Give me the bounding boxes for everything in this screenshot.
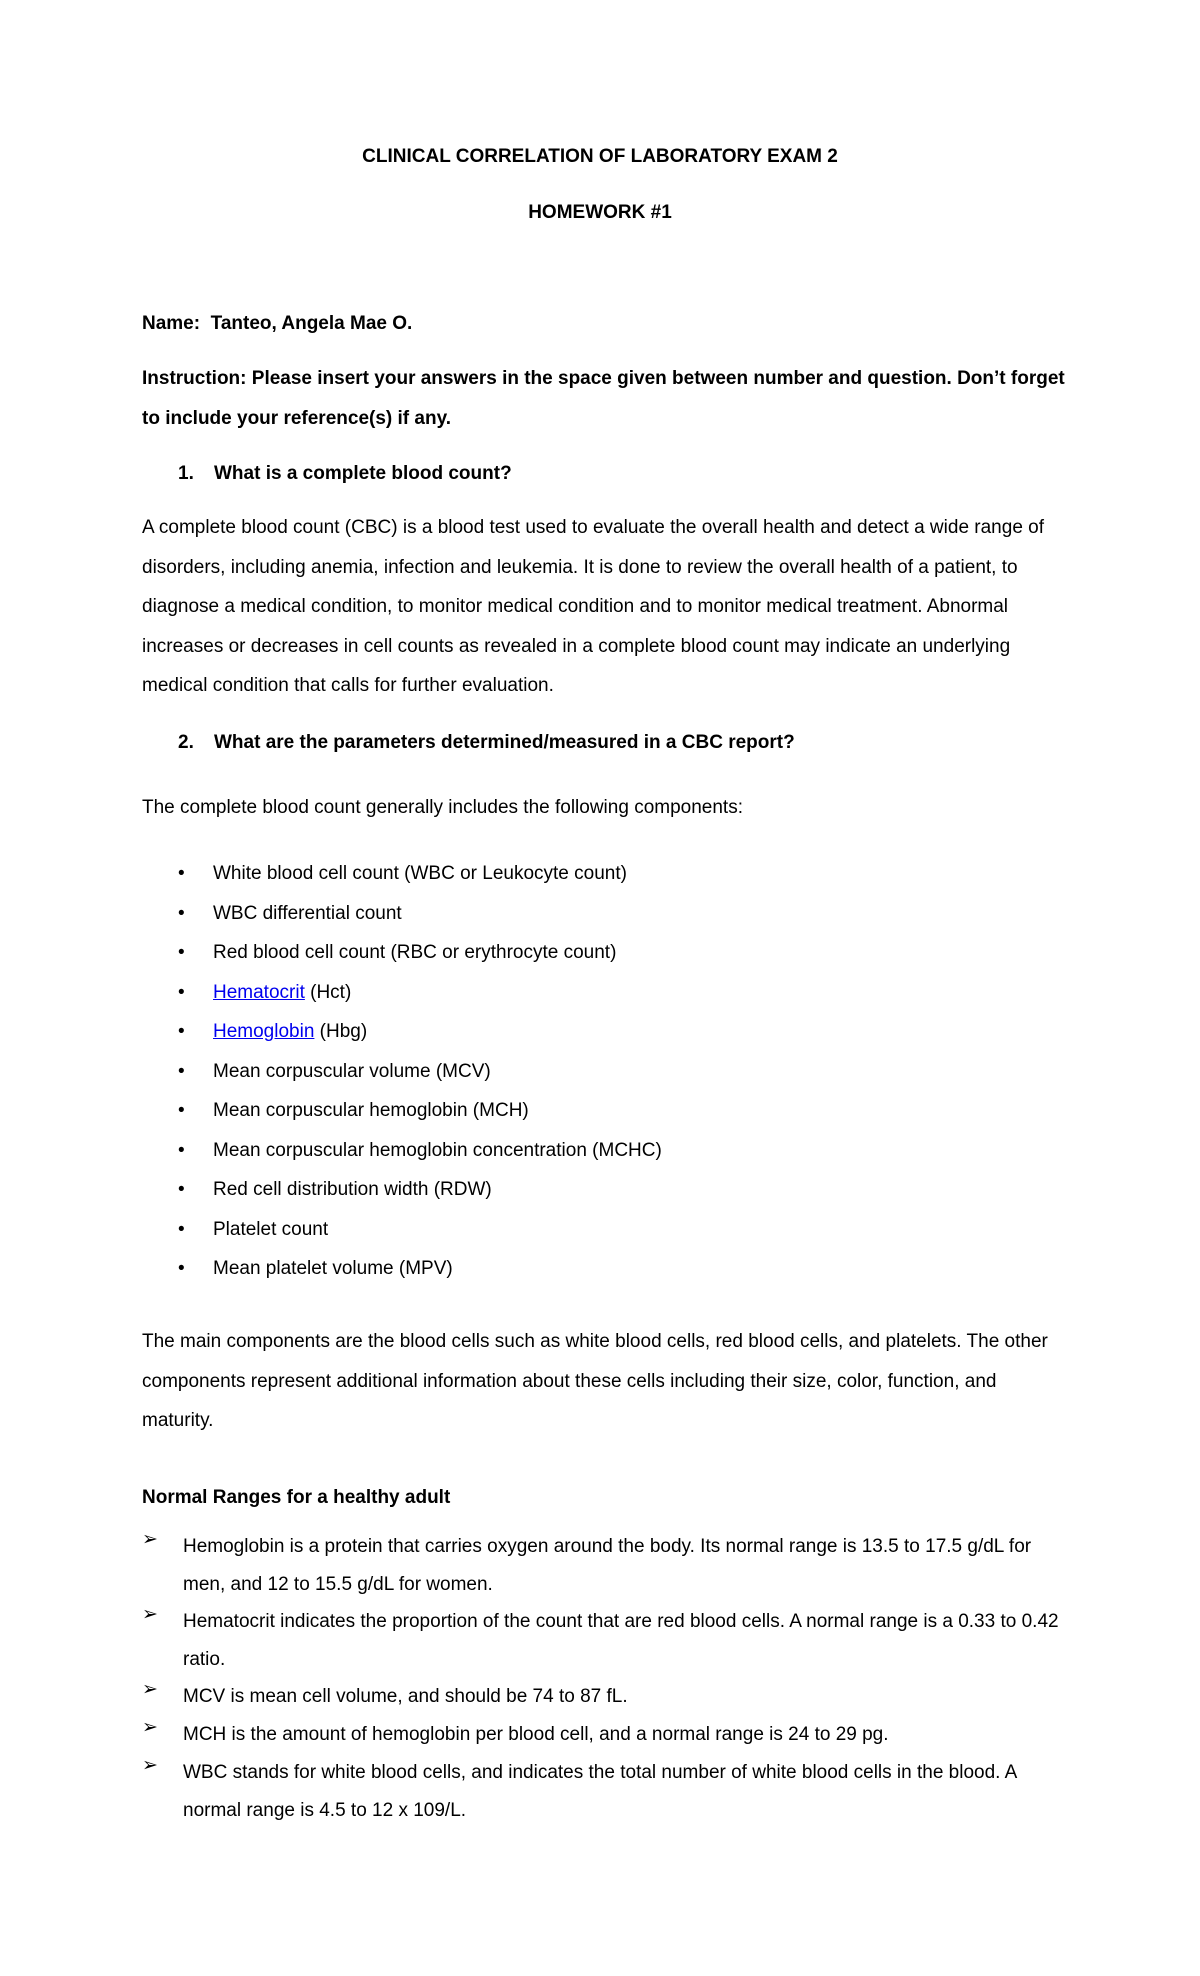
range-item-text: WBC stands for white blood cells, and indicates the total number of white blood cells in the blood. A normal range is 4.5 to 12 x 109/L. (183, 1762, 1017, 1821)
question-2 (142, 732, 1062, 754)
component-item-text: Platelet count (213, 1218, 329, 1240)
question-1-number: 1. (178, 463, 194, 484)
component-item-text (213, 982, 351, 1004)
name-label: Name: (142, 313, 201, 334)
bullet-icon: • (178, 902, 185, 924)
components-summary: The main components are the blood cells such as white blood cells, red blood cells, and platelets. The other components represent additional information about these cells including their size, color, function, and maturity. (142, 1331, 1048, 1431)
arrow-bullet-icon: ➢ (142, 1604, 158, 1625)
component-item-text: Red cell distribution width (RDW) (213, 1179, 492, 1200)
component-item-text (213, 1021, 367, 1043)
document-title: CLINICAL CORRELATION OF LABORATORY EXAM 2 (362, 146, 838, 167)
student-name-line (142, 313, 1062, 335)
component-item-text: Mean corpuscular hemoglobin concentration (MCHC) (213, 1139, 662, 1161)
arrow-bullet-icon: ➢ (142, 1755, 158, 1776)
question-2-number: 2. (178, 732, 194, 753)
question-2-text: What are the parameters determined/measured in a CBC report? (214, 732, 795, 753)
bullet-icon: • (178, 981, 185, 1003)
component-item-text: White blood cell count (WBC or Leukocyte count) (213, 863, 627, 884)
bullet-icon: • (178, 1100, 185, 1121)
range-item-text: MCH is the amount of hemoglobin per blood cell, and a normal range is 24 to 29 pg. (183, 1724, 889, 1745)
range-item-text: Hemoglobin is a protein that carries oxygen around the body. Its normal range is 13.5 to 17.5 g/dL for men, and 12 to 15.5 g/dL for women. (183, 1536, 1032, 1595)
question-1-text: What is a complete blood count? (214, 463, 512, 484)
component-link-suffix: (Hbg) (314, 1021, 368, 1042)
component-link[interactable]: Hemoglobin (213, 1021, 315, 1042)
component-item-text: Red blood cell count (RBC or erythrocyte count) (213, 942, 617, 963)
answer-1: A complete blood count (CBC) is a blood test used to evaluate the overall health and detect a wide range of disorders, including anemia, infection and leukemia. It is done to review the overall health of a patient, to diagnose a medical condition, to monitor medical condition and to monitor medical treatment. Abnormal increases or decreases in cell counts as revealed in a complete blood count may indicate an underlying medical condition that calls for further evaluation. (142, 517, 1045, 696)
bullet-icon: • (178, 1218, 185, 1240)
component-item-text: WBC differential count (213, 902, 402, 924)
component-link[interactable]: Hematocrit (213, 981, 305, 1003)
bullet-icon: • (178, 1021, 185, 1042)
component-item-text: Mean corpuscular volume (MCV) (213, 1060, 491, 1082)
component-link-suffix: (Hct) (304, 981, 352, 1003)
bullet-icon: • (178, 1060, 185, 1082)
instruction-text: Instruction: Please insert your answers in the space given between number and question. Don’t forget to include your reference(s) if any. (142, 368, 1065, 429)
bullet-icon: • (178, 942, 185, 963)
component-item-text: Mean platelet volume (MPV) (213, 1258, 453, 1279)
question-1 (142, 463, 1062, 485)
bullet-icon: • (178, 1258, 185, 1279)
component-item-text: Mean corpuscular hemoglobin (MCH) (213, 1100, 529, 1121)
name-value: Tanteo, Angela Mae O. (210, 313, 413, 334)
arrow-bullet-icon: ➢ (142, 1529, 158, 1550)
bullet-icon: • (178, 863, 185, 884)
document-subtitle: HOMEWORK #1 (528, 202, 672, 223)
bullet-icon: • (178, 1139, 185, 1161)
bullet-icon: • (178, 1179, 185, 1200)
range-item-text: Hematocrit indicates the proportion of the count that are red blood cells. A normal range is a 0.33 to 0.42 ratio. (183, 1611, 1059, 1670)
ranges-heading: Normal Ranges for a healthy adult (142, 1487, 451, 1508)
arrow-bullet-icon: ➢ (142, 1679, 158, 1700)
range-item-text: MCV is mean cell volume, and should be 74 to 87 fL. (183, 1686, 628, 1707)
arrow-bullet-icon: ➢ (142, 1717, 158, 1738)
components-intro: The complete blood count generally includes the following components: (142, 797, 743, 818)
